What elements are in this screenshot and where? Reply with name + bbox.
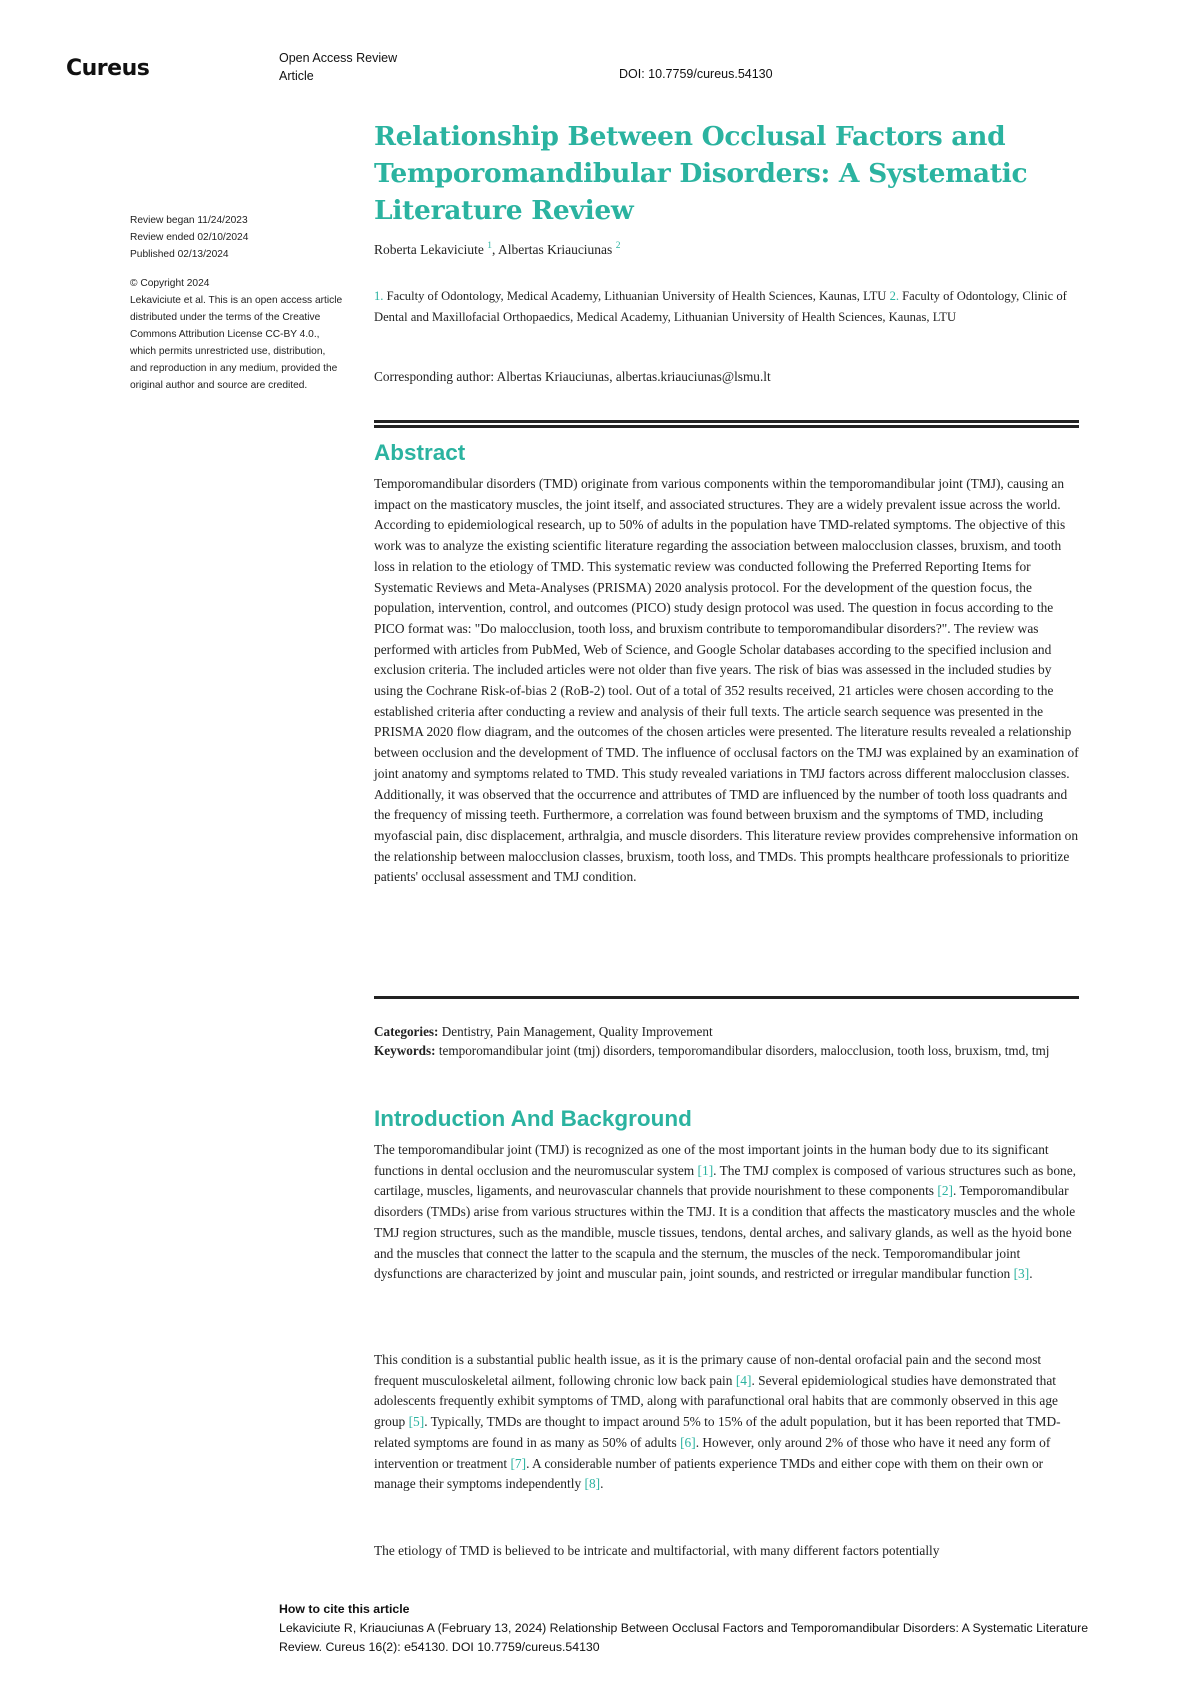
paragraph-text: . A considerable number of patients experience TMDs and either cope with them on their own or manage their symptoms independently (374, 1455, 1044, 1492)
affiliations (374, 286, 1079, 328)
categories-line (374, 1022, 1079, 1041)
affiliation-number: 1. (374, 289, 384, 303)
affiliation-text: Faculty of Odontology, Clinic of Dental and Maxillofacial Orthopaedics, Medical Academy, Lithuanian University of Health Sciences, Kaunas, LTU (374, 289, 1067, 324)
intro-paragraph: The etiology of TMD is believed to be intricate and multifactorial, with many different factors potentially (374, 1543, 940, 1558)
published-date: Published 02/13/2024 (130, 249, 229, 260)
keywords-value: temporomandibular joint (tmj) disorders, temporomandibular disorders, malocclusion, tooth loss, bruxism, tmd, tmj (438, 1043, 1050, 1058)
paragraph-text: . However, only around 2% of those who have it need any form of intervention or treatment (374, 1434, 1051, 1471)
review-began: Review began 11/24/2023 (130, 215, 248, 226)
copyright-notice (130, 275, 345, 394)
article-type-line2: Article (279, 69, 314, 83)
article-type (279, 49, 397, 85)
categories-value: Dentistry, Pain Management, Quality Improvement (441, 1024, 713, 1039)
categories-keywords (374, 1022, 1079, 1060)
copyright-title: © Copyright 2024 (130, 278, 210, 289)
article-type-line1: Open Access Review (279, 51, 398, 65)
copyright-text: Lekaviciute et al. This is an open access article distributed under the terms of the Creative Commons Attribution License CC-BY 4.0., which permits unrestricted use, distribution, and reproduction in any medium, provided the original author and source are credited. (130, 295, 343, 391)
article-title: Relationship Between Occlusal Factors and Temporomandibular Disorders: A Systematic Literature Review (374, 121, 1028, 226)
corresponding-author: Corresponding author: Albertas Kriauciunas, albertas.kriauciunas@lsmu.lt (374, 369, 771, 384)
author-affil-ref[interactable]: 2 (615, 241, 621, 251)
paragraph-text: This condition is a substantial public health issue, as it is the primary cause of non-dental orofacial pain and the second most frequent musculoskeletal ailment, following chronic low back pain (374, 1352, 1042, 1388)
abstract-text: Temporomandibular disorders (TMD) originate from various components within the temporomandibular joint (TMJ), causing an impact on the masticatory muscles, the joint itself, and associated structures. They are a widely prevalent issue across the world. According to epidemiological research, up to 50% of adults in the population have TMD-related symptoms. The objective of this work was to analyze the existing scientific literature regarding the association between malocclusion classes, bruxism, and tooth loss in relation to the etiology of TMD. This systematic review was conducted following the Preferred Reporting Items for Systematic Reviews and Meta-Analyses (PRISMA) 2020 analysis protocol. For the development of the question focus, the population, intervention, control, and outcomes (PICO) study design protocol was used. The question in focus according to the PICO format was: "Do malocclusion, tooth loss, and bruxism contribute to temporomandibular disorders?". The review was performed with articles from PubMed, Web of Science, and Google Scholar databases according to the specified inclusion and exclusion criteria. The included articles were not older than five years. The risk of bias was assessed in the included studies by using the Cochrane Risk-of-bias 2 (RoB-2) tool. Out of a total of 352 results received, 21 articles were chosen according to the established criteria after conducting a review and analysis of their full texts. The article search sequence was presented in the PRISMA 2020 flow diagram, and the outcomes of the chosen articles were presented. The literature results revealed a relationship between occlusion and the development of TMD. The influence of occlusal factors on the TMJ was explained by an examination of joint anatomy and symptoms related to TMD. This study revealed variations in TMJ factors across different malocclusion classes. Additionally, it was observed that the occurrence and attributes of TMD are influenced by the number of tooth loss quadrants and the frequency of missing teeth. Furthermore, a correlation was found between bruxism and the symptoms of TMD, including myofascial pain, disc displacement, arthralgia, and muscle disorders. This literature review provides comprehensive information on the relationship between malocclusion classes, bruxism, tooth loss, and TMDs. This prompts healthcare professionals to prioritize patients' occlusal assessment and TMJ condition. (374, 476, 1079, 885)
citation-link[interactable]: [5] (408, 1414, 425, 1430)
paragraph-text: . Typically, TMDs are thought to impact around 5% to 15% of the adult population, but it has been reported that TMD-related symptoms are found in as many as 50% of adults (374, 1414, 1061, 1450)
paragraph-text: . (1029, 1266, 1033, 1282)
how-to-cite-heading: How to cite this article (279, 1602, 410, 1616)
divider (374, 996, 1079, 999)
categories-label: Categories: (374, 1024, 439, 1039)
paragraph-text: . Temporomandibular disorders (TMDs) arise from various structures within the TMJ. It is a condition that affects the masticatory muscles and the whole TMJ region structures, such as the mandible, muscle tissues, tendons, dental arches, and salivary glands, as well as the hyoid bone and the muscles that connect the latter to the scapula and the sternum, the muscles of the neck. Temporomandibular joint dysfunctions are characterized by joint and muscular pain, joint sounds, and restricted or irregular mandibular function (374, 1183, 1076, 1282)
author-list: Roberta Lekaviciute $^1$, Albertas Kriauciunas $^2$ (374, 241, 621, 257)
citation-link[interactable]: [8] (584, 1476, 601, 1492)
how-to-cite-text: Lekaviciute R, Kriauciunas A (February 13, 2024) Relationship Between Occlusal Factors and Temporomandibular Disorders: A Systematic Literature Review. Cureus 16(2): e54130. DOI 10.7759/cureus.54130 (279, 1621, 1089, 1654)
author-name[interactable]: Albertas Kriauciunas (497, 242, 613, 257)
abstract-heading: Abstract (374, 440, 466, 465)
divider (374, 420, 1079, 428)
paragraph-text: . The TMJ complex is composed of various structures such as bone, cartilage, muscles, ligaments, and neurovascular channels that provide nourishment to these components (374, 1162, 1077, 1199)
author-affil-ref[interactable]: 1 (487, 241, 492, 251)
introduction-heading: Introduction And Background (374, 1106, 692, 1131)
citation-link[interactable]: [6] (680, 1434, 696, 1450)
author-name[interactable]: Roberta Lekaviciute (374, 242, 484, 257)
citation-link[interactable]: [4] (735, 1372, 752, 1388)
citation-link[interactable]: [1] (697, 1162, 714, 1178)
paragraph-text: . (600, 1476, 604, 1492)
affiliation-number: 2. (889, 289, 900, 303)
paragraph-text: . Several epidemiological studies have demonstrated that adolescents frequently exhibit symptoms of TMD, along with parafunctional oral habits that are commonly observed in this age group (374, 1372, 1059, 1430)
paragraph-text: The temporomandibular joint (TMJ) is recognized as one of the most important joints in the human body due to its significant functions in dental occlusion and the neuromuscular system (374, 1142, 1049, 1178)
intro-paragraph (374, 1140, 1079, 1285)
affiliation-text: Faculty of Odontology, Medical Academy, Lithuanian University of Health Sciences, Kaunas, LTU (386, 289, 887, 303)
intro-paragraph (374, 1350, 1079, 1495)
review-dates (130, 212, 345, 263)
citation-link[interactable]: [2] (937, 1183, 953, 1199)
how-to-cite (279, 1600, 1119, 1657)
journal-logo[interactable]: Cureus (66, 56, 150, 81)
keywords-line (374, 1041, 1079, 1060)
review-ended: Review ended 02/10/2024 (130, 232, 249, 243)
citation-link[interactable]: [7] (510, 1455, 527, 1471)
doi-link[interactable]: DOI: 10.7759/cureus.54130 (619, 67, 773, 81)
keywords-label: Keywords: (374, 1043, 436, 1058)
citation-link[interactable]: [3] (1013, 1266, 1030, 1282)
